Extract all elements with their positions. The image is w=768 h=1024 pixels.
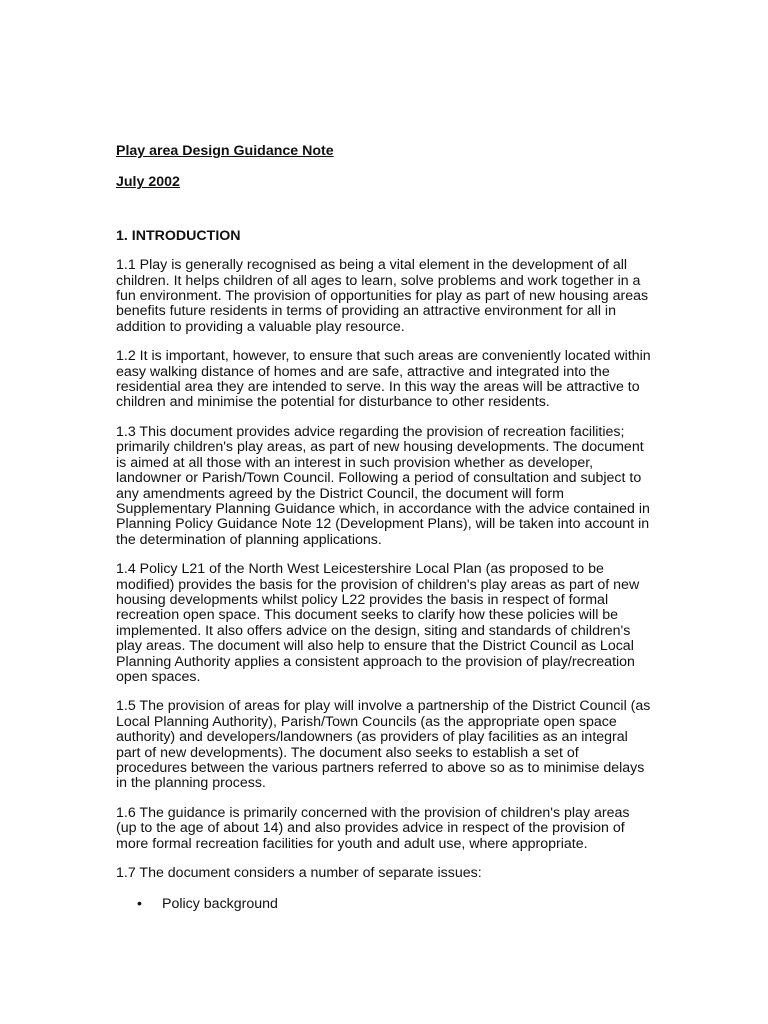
paragraph-1-2: 1.2 It is important, however, to ensure that such areas are conveniently located within easy walking distance of homes and are safe, attractive and integrated into the residential area they are intended to serve. In this way the areas will be attractive to children and minimise the potential for disturbance to other residents. [116,348,651,411]
issues-list [116,897,676,912]
paragraph-1-3: 1.3 This document provides advice regarding the provision of recreation facilities; primarily children's play areas, as part of new housing developments. The document is aimed at all those with an interest in such provision whether as developer, landowner or Parish/Town Council. Following a period of consultation and subject to any amendments agreed by the District Council, the document will form Supplementary Planning Guidance which, in accordance with the advice contained in Planning Policy Guidance Note 12 (Development Plans), will be taken into account in the determination of planning applications. [116,423,650,548]
document-date: July 2002 [116,174,180,191]
paragraph-1-7: 1.7 The document considers a number of separate issues: [116,865,482,882]
document-title: Play area Design Guidance Note [116,143,334,159]
paragraph-1-6: 1.6 The guidance is primarily concerned with the provision of children's play areas (up to the age of about 14) and also provides advice in respect of the provision of more formal recreation facilities for youth and adult use, where appropriate. [116,804,630,852]
paragraph-1-1: 1.1 Play is generally recognised as being a vital element in the development of all children. It helps children of all ages to learn, solve problems and work together in a fun environment. The provision of opportunities for play as part of new housing areas benefits future residents in terms of providing an attractive environment for all in addition to providing a valuable play resource. [116,257,649,335]
document-body [116,144,676,913]
list-item-text: Policy background [162,896,278,913]
section-heading: 1. INTRODUCTION [116,227,241,244]
list-item [116,897,676,912]
bullet-icon: • [137,896,142,913]
paragraph-1-4: 1.4 Policy L21 of the North West Leicestershire Local Plan (as proposed to be modified) provides the basis for the provision of children's play areas as part of new housing developments whilst policy L22 provides the basis in respect of formal recreation open space. This document seeks to clarify how these policies will be implemented. It also offers advice on the design, siting and standards of children's play areas. The document will also help to ensure that the District Council as Local Planning Authority applies a consistent approach to the provision of play/recreation open spaces. [116,561,640,685]
paragraph-1-5: 1.5 The provision of areas for play will involve a partnership of the District Council (as Local Planning Authority), Parish/Town Councils (as the appropriate open space authority) and developers/landowners (as providers of play facilities as an integral part of new developments). The document also seeks to establish a set of procedures between the various partners referred to above so as to minimise delays in the planning process. [116,698,651,792]
